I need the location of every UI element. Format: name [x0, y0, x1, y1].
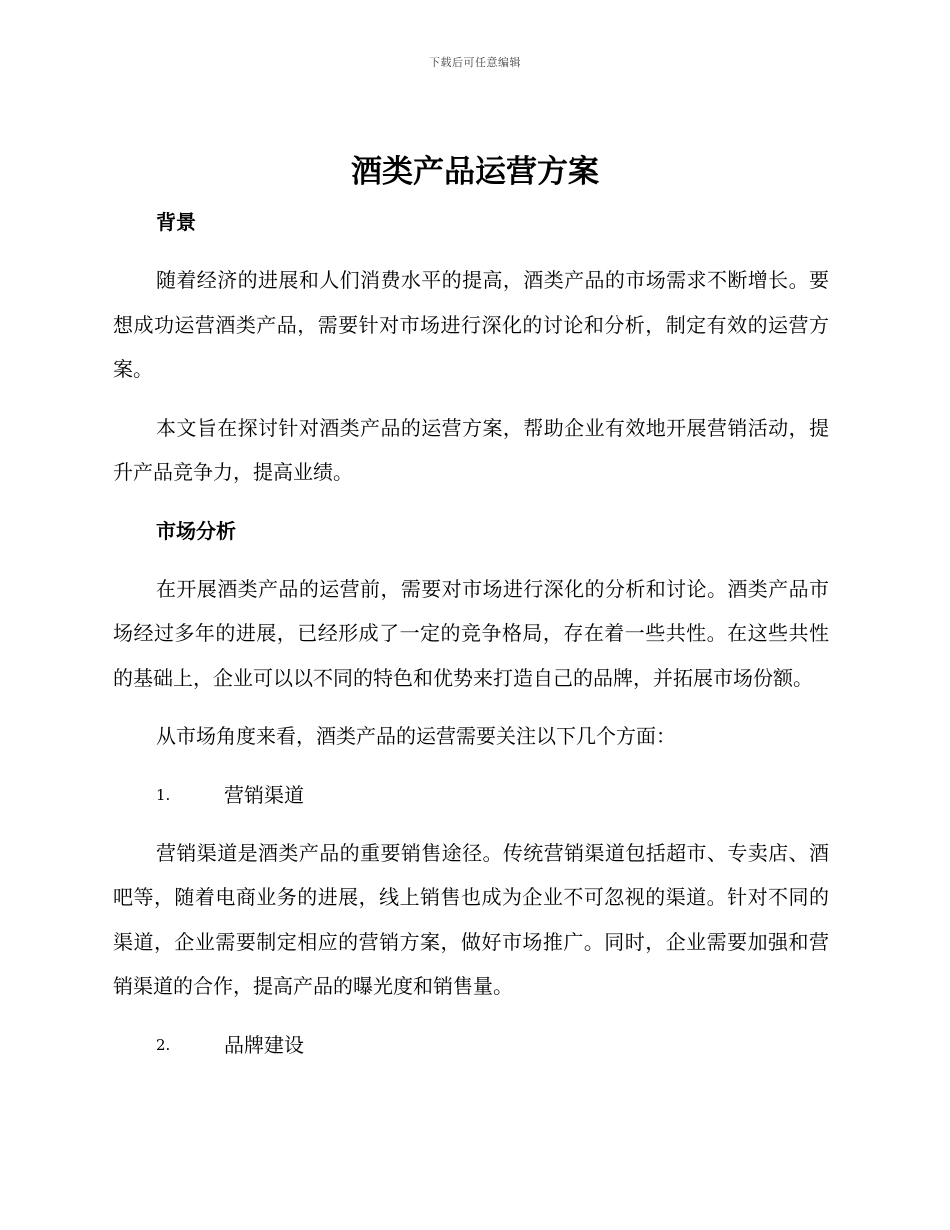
list-item-title: 品牌建设 — [224, 1032, 304, 1057]
document-title: 酒类产品运营方案 — [351, 154, 599, 190]
list-item-number: 1. — [156, 785, 171, 804]
market-paragraph-1: 在开展酒类产品的运营前，需要对市场进行深化的分析和讨论。酒类产品市场经过多年的进展，已经形成了一定的竞争格局，存在着一些共性。在这些共性的基础上，企业可以以不同的特色和优势来打造自己的品牌，并拓展市场份额。 — [113, 576, 829, 690]
list-item-number: 2. — [156, 1035, 171, 1054]
list-item-title: 营销渠道 — [224, 782, 304, 807]
background-paragraph-2: 本文旨在探讨针对酒类产品的运营方案，帮助企业有效地开展营销活动，提升产品竞争力，提高业绩。 — [113, 415, 829, 484]
list-item-brand-building — [113, 1023, 829, 1067]
document-body — [113, 200, 829, 1067]
background-paragraph-1: 随着经济的进展和人们消费水平的提高，酒类产品的市场需求不断增长。要想成功运营酒类产品，需要针对市场进行深化的讨论和分析，制定有效的运营方案。 — [113, 268, 829, 381]
page-header-note: 下载后可任意编辑 — [429, 56, 521, 69]
list-item-marketing-channels — [113, 773, 829, 817]
marketing-channels-paragraph: 营销渠道是酒类产品的重要销售途径。传统营销渠道包括超市、专卖店、酒吧等，随着电商业务的进展，线上销售也成为企业不可忽视的渠道。针对不同的渠道，企业需要制定相应的营销方案，做好市场推广。同时，企业需要加强和营销渠道的合作，提高产品的曝光度和销售量。 — [113, 840, 829, 998]
market-paragraph-2: 从市场角度来看，酒类产品的运营需要关注以下几个方面： — [156, 724, 676, 748]
section-heading-market-analysis: 市场分析 — [156, 518, 236, 543]
section-heading-background: 背景 — [156, 210, 196, 234]
